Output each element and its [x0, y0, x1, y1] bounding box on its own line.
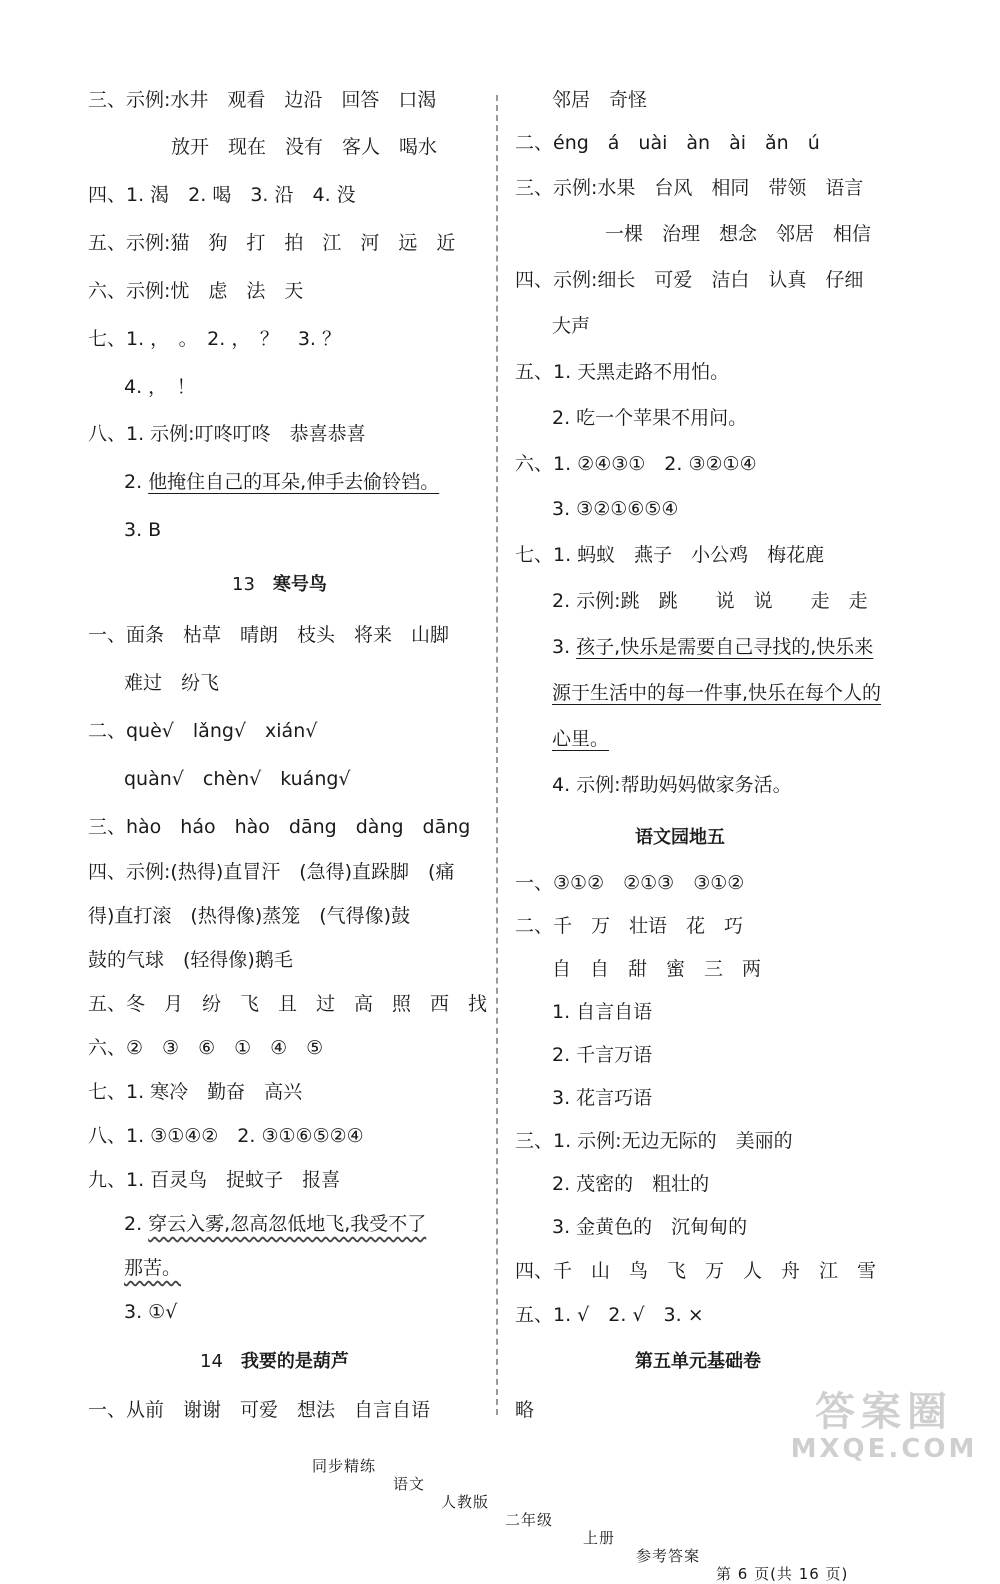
y-answer-er-1: 二、千 万 壮语 花 巧 — [515, 915, 744, 937]
r-answer-qi-3b-text: 源于生活中的每一件事,快乐在每个人的 — [552, 682, 882, 704]
watermark-cn: 答案圈 — [815, 1389, 953, 1435]
r-answer-qi-3-end — [552, 727, 609, 751]
l13-answer-jiu-3: 3. ①√ — [124, 1301, 178, 1323]
l13-answer-si-1: 四、示例:(热得)直冒汗 (急得)直跺脚 (痛 — [88, 861, 455, 883]
footer-grade: 二年级 — [505, 1511, 554, 1529]
answer-ba-1: 八、1. 示例:叮咚叮咚 恭喜恭喜 — [88, 423, 366, 445]
y-answer-wu: 五、1. √ 2. √ 3. × — [515, 1304, 704, 1326]
r-answer-qi-2: 2. 示例:跳 跳 说 说 走 走 — [552, 590, 868, 612]
l13-answer-jiu-2 — [124, 1212, 426, 1236]
answer-qi-1: 七、1. ， 。 2. ， ？ 3. ？ — [88, 328, 342, 350]
y-answer-er-5: 3. 花言巧语 — [552, 1087, 653, 1109]
y-answer-er-2: 自 自 甜 蜜 三 两 — [552, 958, 762, 980]
r-answer-wu-2: 2. 吃一个苹果不用问。 — [552, 407, 748, 429]
l13-answer-er-cont: quàn√ chèn√ kuáng√ — [124, 768, 351, 790]
r-answer-qi-3-prefix: 3. — [552, 636, 577, 658]
r-answer-er: 二、éng á uài àn ài ǎn ú — [515, 132, 820, 154]
y-answer-san-1: 三、1. 示例:无边无际的 美丽的 — [515, 1130, 793, 1152]
column-divider — [496, 95, 498, 1415]
r-answer-cont: 邻居 奇怪 — [552, 89, 648, 111]
y-answer-si: 四、千 山 鸟 飞 万 人 舟 江 雪 — [515, 1260, 877, 1282]
l13-answer-si-2: 得)直打滚 (热得像)蒸笼 (气得像)鼓 — [88, 905, 411, 927]
l14-answer-yi: 一、从前 谢谢 可爱 想法 自言自语 — [88, 1399, 431, 1421]
watermark-logo — [774, 1390, 994, 1468]
l13-answer-jiu-1: 九、1. 百灵鸟 捉蚊子 报喜 — [88, 1169, 341, 1191]
r-answer-san-1: 三、示例:水果 台风 相同 带领 语言 — [515, 177, 864, 199]
answer-ba-2 — [124, 470, 439, 494]
r-answer-liu-1: 六、1. ②④③① 2. ③②①④ — [515, 453, 757, 475]
y-answer-san-3: 3. 金黄色的 沉甸甸的 — [552, 1216, 748, 1238]
l13-answer-yi: 一、面条 枯草 晴朗 枝头 将来 山脚 — [88, 624, 450, 646]
answer-ba-3: 3. B — [124, 519, 162, 541]
footer-page-number: 第 6 页(共 16 页) — [716, 1565, 849, 1583]
footer-edition: 人教版 — [441, 1493, 490, 1511]
lesson-13-title: 寒号鸟 — [272, 574, 327, 595]
r-answer-wu-1: 五、1. 天黑走路不用怕。 — [515, 361, 730, 383]
footer-section: 参考答案 — [636, 1547, 701, 1565]
unit-5-heading: 第五单元基础卷 — [635, 1351, 761, 1372]
l13-answer-liu: 六、② ③ ⑥ ① ④ ⑤ — [88, 1037, 324, 1059]
l13-answer-si-3: 鼓的气球 (轻得像)鹅毛 — [88, 949, 293, 971]
answer-san-cont: 放开 现在 没有 客人 喝水 — [171, 136, 438, 158]
l13-answer-jiu-2-cont — [124, 1256, 181, 1280]
r-answer-si-1: 四、示例:细长 可爱 洁白 认真 仔细 — [515, 269, 864, 291]
footer-volume: 上册 — [583, 1529, 616, 1547]
r-answer-qi-3-text: 孩子,快乐是需要自己寻找的,快乐来 — [576, 636, 874, 658]
y-answer-er-4: 2. 千言万语 — [552, 1044, 653, 1066]
r-answer-san-2: 一棵 治理 想念 邻居 相信 — [605, 223, 872, 245]
footer-book: 同步精练 — [312, 1457, 377, 1475]
answer-wu: 五、示例:猫 狗 打 拍 江 河 远 近 — [88, 232, 456, 254]
l13-answer-ba: 八、1. ③①④② 2. ③①⑥⑤②④ — [88, 1125, 364, 1147]
y-answer-san-2: 2. 茂密的 粗壮的 — [552, 1173, 710, 1195]
answer-ba-2-prefix: 2. — [124, 471, 149, 493]
yuwen-yuandi-heading: 语文园地五 — [635, 827, 725, 848]
answer-si: 四、1. 渴 2. 喝 3. 沿 4. 没 — [88, 184, 356, 206]
r-answer-qi-3-cont — [552, 681, 881, 705]
r-answer-qi-4: 4. 示例:帮助妈妈做家务活。 — [552, 774, 792, 796]
answer-san: 三、示例:水井 观看 边沿 回答 口渴 — [88, 89, 437, 111]
unit-5-body: 略 — [515, 1399, 535, 1421]
r-answer-qi-3 — [552, 635, 873, 659]
y-answer-yi: 一、③①② ②①③ ③①② — [515, 872, 745, 894]
answer-liu: 六、示例:忧 虑 法 天 — [88, 280, 304, 302]
watermark-en: MXQE.COM — [790, 1434, 978, 1464]
l13-answer-yi-cont: 难过 纷飞 — [124, 672, 220, 694]
lesson-14-heading — [200, 1350, 349, 1374]
l13-answer-er: 二、què√ lǎng√ xián√ — [88, 720, 318, 742]
answer-ba-2-text: 他掩住自己的耳朵,伸手去偷铃铛。 — [148, 471, 440, 493]
r-answer-qi-3c-text: 心里。 — [552, 728, 610, 750]
r-answer-si-2: 大声 — [552, 315, 591, 337]
lesson-14-title: 我要的是葫芦 — [240, 1351, 349, 1372]
r-answer-liu-2: 3. ③②①⑥⑤④ — [552, 498, 679, 520]
l13-answer-san: 三、hào háo hào dāng dàng dāng — [88, 816, 471, 838]
l13-answer-qi: 七、1. 寒冷 勤奋 高兴 — [88, 1081, 303, 1103]
l13-answer-jiu-2-text: 穿云入雾,忽高忽低地飞,我受不了 — [148, 1213, 427, 1235]
l13-answer-wu: 五、冬 月 纷 飞 且 过 高 照 西 找 — [88, 993, 488, 1015]
l13-answer-jiu-2b-text: 那苦。 — [124, 1257, 182, 1279]
footer-subject: 语文 — [393, 1475, 426, 1493]
r-answer-qi-1: 七、1. 蚂蚁 燕子 小公鸡 梅花鹿 — [515, 544, 825, 566]
y-answer-er-3: 1. 自言自语 — [552, 1001, 653, 1023]
lesson-13-number: 13 — [232, 574, 255, 595]
answer-qi-2: 4. ， ！ — [124, 376, 196, 398]
lesson-14-number: 14 — [200, 1351, 223, 1372]
l13-answer-jiu-2-prefix: 2. — [124, 1213, 149, 1235]
lesson-13-heading — [232, 573, 327, 597]
